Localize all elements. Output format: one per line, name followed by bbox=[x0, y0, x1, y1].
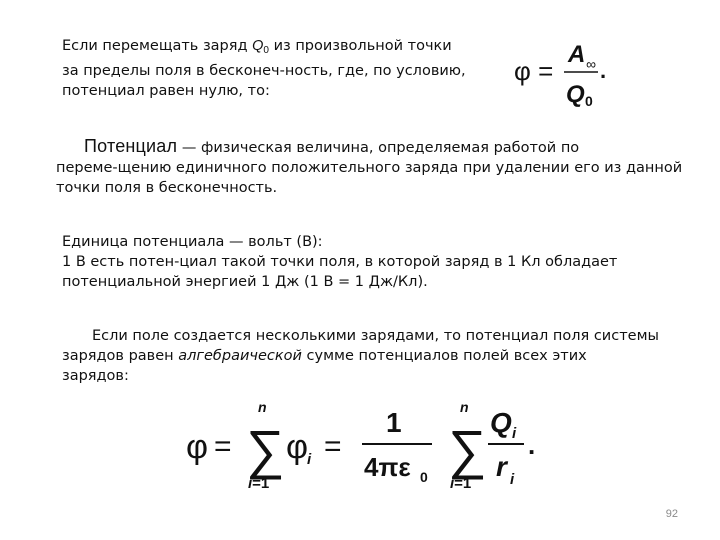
sigma-icon: ∑ bbox=[448, 420, 487, 480]
distance-r-subscript: i bbox=[510, 471, 515, 488]
epsilon-subscript: 0 bbox=[420, 469, 428, 485]
definition-text: — физическая величина, определяемая работой по bbox=[177, 140, 580, 156]
phi-i-symbol: φ bbox=[286, 428, 309, 466]
superposition-line-2 bbox=[62, 346, 659, 366]
index-start: =1 bbox=[252, 475, 270, 492]
charge-q: Q bbox=[490, 407, 512, 438]
equals-sign: = bbox=[214, 430, 232, 463]
superposition-line-1: Если поле создается несколькими зарядами, то потенциал поля системы bbox=[92, 328, 659, 344]
charge-q-subscript: i bbox=[512, 425, 517, 442]
superposition-paragraph bbox=[62, 326, 659, 386]
index-letter: i bbox=[248, 475, 253, 492]
charge-letter: Q bbox=[252, 38, 264, 54]
intro-text: Если перемещать заряд bbox=[62, 38, 253, 54]
charge-subscript: 0 bbox=[585, 93, 593, 109]
intro-paragraph bbox=[62, 36, 466, 101]
superposition-line-3: зарядов: bbox=[62, 368, 129, 384]
sum-upper-limit: n bbox=[460, 399, 469, 415]
sigma-icon: ∑ bbox=[246, 420, 285, 480]
equals-sign: = bbox=[324, 430, 342, 463]
unit-paragraph bbox=[62, 232, 617, 292]
unit-line-1: Единица потенциала — вольт (В): bbox=[62, 234, 323, 250]
formula-period: . bbox=[528, 430, 536, 460]
definition-line-3: точки поля в бесконечность. bbox=[56, 180, 278, 196]
index-letter: i bbox=[450, 475, 455, 492]
fraction-denominator: 4πε bbox=[364, 452, 411, 482]
definition-line-1 bbox=[56, 136, 682, 158]
intro-text: из произвольной точки bbox=[268, 38, 452, 54]
distance-r: r bbox=[496, 451, 507, 482]
page-number: 92 bbox=[665, 508, 678, 520]
index-start: =1 bbox=[454, 475, 472, 492]
work-subscript: ∞ bbox=[586, 56, 596, 72]
fraction-numerator: 1 bbox=[386, 407, 402, 438]
intro-line-3: потенциал равен нулю, то: bbox=[62, 83, 270, 99]
formula-period: . bbox=[600, 58, 607, 83]
definition-line-2: переме-щению единичного положительного заряда при удалении его из данной bbox=[56, 160, 683, 176]
work-symbol: A bbox=[568, 41, 586, 68]
sum-lower-limit bbox=[248, 475, 269, 492]
intro-line-2: за пределы поля в бесконеч-ность, где, по условию, bbox=[62, 63, 466, 79]
unit-line-2: 1 В есть потен-циал такой точки поля, в которой заряд в 1 Кл обладает bbox=[62, 254, 618, 270]
superposition-text: сумме потенциалов полей всех этих bbox=[301, 348, 587, 364]
charge-subscript: 0 bbox=[263, 45, 269, 56]
charge-symbol: Q bbox=[566, 81, 585, 108]
superposition-formula bbox=[186, 398, 556, 498]
unit-line-3: потенциальной энергией 1 Дж (1 В = 1 Дж/Кл). bbox=[62, 274, 428, 290]
phi-i-subscript: i bbox=[307, 451, 312, 468]
superposition-text: зарядов равен bbox=[62, 348, 179, 364]
definition-term: Потенциал bbox=[84, 136, 178, 156]
charge-symbol bbox=[252, 38, 269, 54]
phi-symbol: φ bbox=[186, 428, 209, 466]
sum-lower-limit bbox=[450, 475, 471, 492]
phi-equals: φ = bbox=[514, 56, 554, 86]
sum-upper-limit: n bbox=[258, 399, 267, 415]
potential-formula bbox=[510, 36, 620, 112]
intro-line-1 bbox=[62, 36, 466, 61]
emphasis-word: алгебраической bbox=[178, 348, 302, 364]
definition-paragraph bbox=[56, 136, 682, 198]
